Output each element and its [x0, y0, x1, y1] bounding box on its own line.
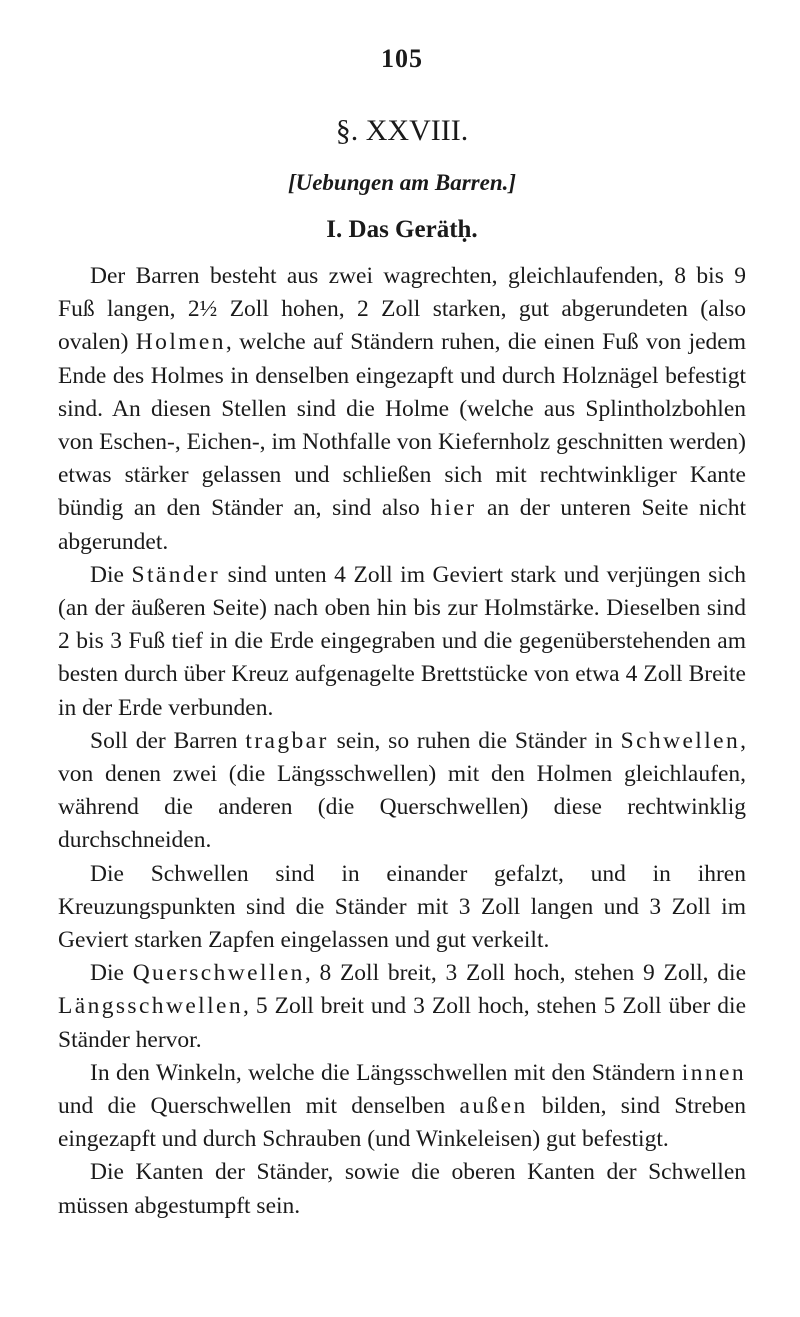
- paragraph-text: bilden, sind Streben eingezapft und durch Schrauben (und Winkeleisen) gut befestigt.: [58, 1093, 746, 1153]
- paragraph-text: Soll der Barren: [90, 727, 246, 754]
- paragraph-text: In den Winkeln, welche die Längsschwellen mit den Ständern: [90, 1059, 682, 1086]
- paragraph-text: , welche auf Ständern ruhen, die einen Fuß von jedem Ende des Holmes in denselben eingezapft und durch Holznägel befestigt sind. An diesen Stellen sind die Holme (welche aus Splintholzbohlen von Eschen-, Eichen-, im Nothfalle von Kiefernholz geschnitten werden) etwas stärker gelassen und schließen sich mit rechtwinkliger Kante bündig an den Ständer an, sind also: [58, 329, 746, 522]
- chapter-heading: I. Das Gerätḥ.: [326, 216, 478, 243]
- emphasized-term: Holmen: [135, 329, 226, 356]
- paragraph-text: , 5 Zoll breit und 3 Zoll hoch, stehen 5 Zoll über die Ständer hervor.: [58, 993, 746, 1053]
- paragraph-text: sind unten 4 Zoll im Geviert stark und verjüngen sich (an der äußeren Seite) nach oben hin bis zur Holmstärke. Dieselben sind 2 bis 3 Fuß tief in die Erde eingegraben und die gegenüberstehenden am besten durch über Kreuz aufgenagelte Brettstücke von etwa 4 Zoll Breite in der Erde verbunden.: [58, 561, 746, 721]
- emphasized-term: innen: [681, 1059, 746, 1086]
- body-text: [58, 260, 746, 1223]
- emphasized-term: Querschwellen: [132, 960, 305, 987]
- paragraph-text: an der unteren Seite nicht abgerundet.: [58, 495, 746, 555]
- paragraph-text: Die: [90, 561, 132, 588]
- paragraph: [58, 858, 746, 958]
- paragraph: [58, 1057, 746, 1157]
- paragraph: [58, 1156, 746, 1222]
- paragraph: [58, 559, 746, 725]
- paragraph-text: Die Kanten der Ständer, sowie die oberen Kanten der Schwellen müssen abgestumpft sein.: [58, 1159, 746, 1219]
- paragraph: [58, 725, 746, 858]
- page-number: 105: [381, 44, 423, 73]
- paragraph-text: , 8 Zoll breit, 3 Zoll hoch, stehen 9 Zoll, die: [304, 960, 747, 987]
- emphasized-term: Schwellen: [620, 727, 741, 754]
- emphasized-term: Längsschwellen: [58, 993, 243, 1020]
- emphasized-term: Ständer: [131, 561, 221, 588]
- paragraph-text: und die Querschwellen mit denselben: [58, 1093, 460, 1120]
- paragraph: [58, 957, 746, 1057]
- paragraph-text: sein, so ruhen die Ständer in: [328, 727, 621, 754]
- emphasized-term: außen: [459, 1093, 528, 1120]
- paragraph: [58, 260, 746, 559]
- section-subtitle: [Uebungen am Barren.]: [287, 170, 517, 195]
- paragraph-text: Der Barren besteht aus zwei wagrechten, gleichlaufenden, 8 bis 9 Fuß langen, 2½ Zoll hohen, 2 Zoll starken, gut abgerundeten (also ovalen): [58, 263, 746, 356]
- paragraph-text: Die Schwellen sind in einander gefalzt, und in ihren Kreuzungspunkten sind die Ständer mit 3 Zoll langen und 3 Zoll im Geviert starken Zapfen eingelassen und gut verkeilt.: [58, 860, 746, 954]
- emphasized-term: hier: [430, 495, 477, 522]
- emphasized-term: tragbar: [245, 727, 329, 754]
- paragraph-text: , von denen zwei (die Längsschwellen) mit den Holmen gleichlaufen, während die anderen (die Querschwellen) diese rechtwinklig durchschneiden.: [58, 727, 746, 854]
- paragraph-text: Die: [90, 960, 133, 987]
- section-number: §. XXVIII.: [335, 114, 469, 147]
